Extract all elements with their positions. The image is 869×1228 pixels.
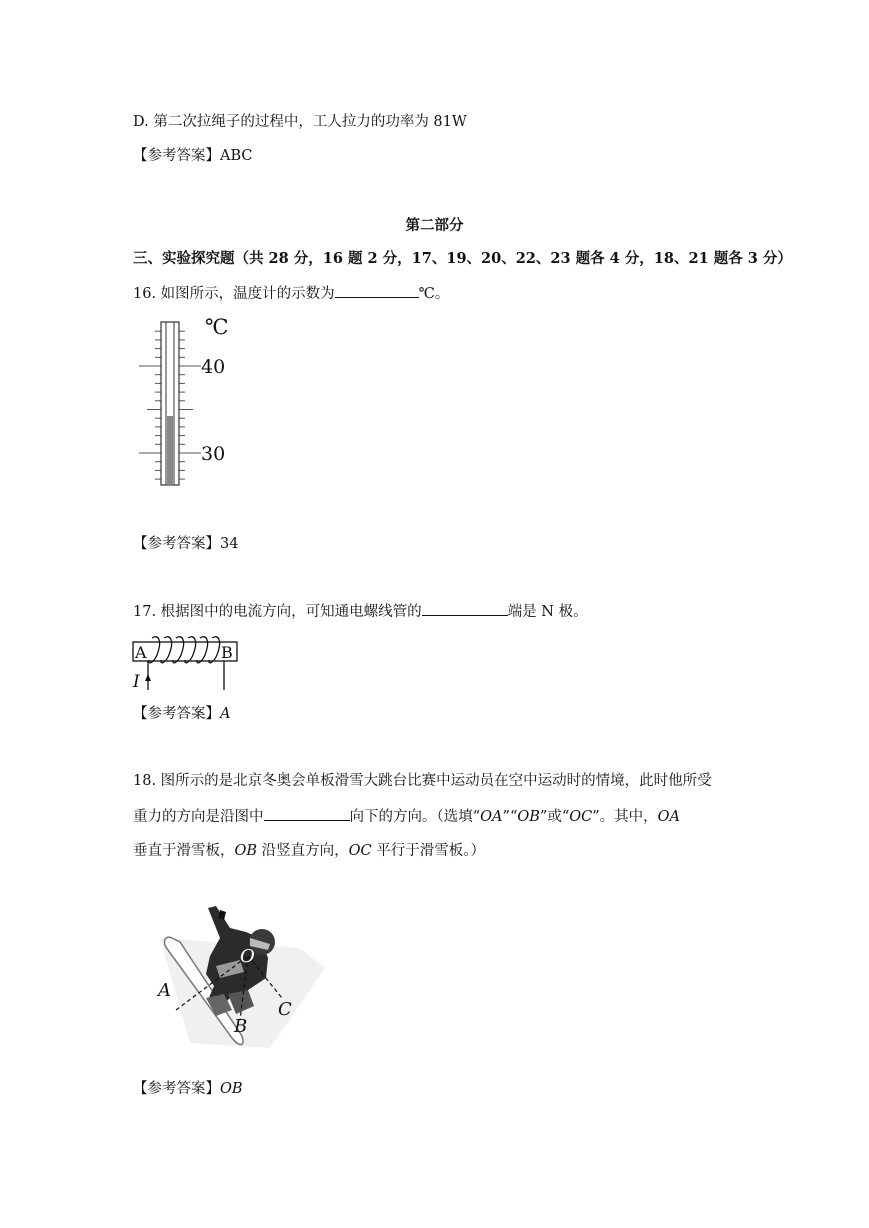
q17-stem-before: 17. 根据图中的电流方向，可知通电螺线管的: [133, 604, 422, 620]
q15-answer: [133, 146, 253, 166]
option-oc: OC: [569, 809, 593, 825]
unit-label: ℃: [205, 316, 229, 339]
current-arrow-icon: [145, 674, 151, 681]
q17-stem: [133, 601, 588, 622]
answer-value: ABC: [220, 148, 253, 164]
q18-answer: [133, 1079, 243, 1099]
answer-label: 【参考答案】: [133, 1081, 220, 1097]
q18-line2-before: 重力的方向是沿图中: [133, 809, 264, 825]
q16-stem: [133, 283, 449, 304]
point-o-label: O: [240, 946, 255, 967]
q18-line2-after: 向下的方向。（选填“: [349, 809, 481, 825]
section-heading: 三、实验探究题（共 28 分，16 题 2 分，17、19、20、22、23 题各 4 分，18、21 题各 3 分）: [133, 250, 792, 267]
q18-line3-b: 沿竖直方向，: [257, 843, 349, 859]
scale-label-40: 40: [201, 356, 226, 378]
separator: ”“: [502, 809, 518, 825]
end-b-label: B: [221, 643, 233, 662]
q17-answer: [133, 704, 230, 724]
option-oa: OA: [480, 809, 503, 825]
answer-value: OB: [220, 1081, 243, 1097]
answer-label: 【参考答案】: [133, 536, 220, 552]
answer-blank: [264, 806, 350, 821]
section-title: 第二部分: [405, 217, 464, 234]
point-b-label: B: [234, 1016, 248, 1037]
option-ob: OB: [517, 809, 540, 825]
q15-option-d: D. 第二次拉绳子的过程中，工人拉力的功率为 81W: [133, 114, 467, 130]
q18-line2-end: ”。其中，: [592, 809, 658, 825]
snowboarder-figure: [150, 898, 330, 1053]
answer-label: 【参考答案】: [133, 148, 220, 164]
term-oa: OA: [657, 809, 680, 825]
scale-label-30: 30: [201, 443, 226, 465]
q18-line3-c: 平行于滑雪板。）: [371, 843, 485, 859]
separator: ”或“: [539, 809, 570, 825]
q16-answer: [133, 534, 238, 554]
coil-turn: [149, 637, 160, 663]
answer-value: 34: [220, 536, 239, 552]
answer-value: A: [220, 706, 231, 722]
term-ob: OB: [234, 843, 258, 859]
coil-turn: [197, 637, 208, 663]
answer-blank: [335, 283, 419, 298]
q18-line3-a: 垂直于滑雪板，: [133, 843, 235, 859]
term-oc: OC: [348, 843, 372, 859]
current-label: I: [133, 672, 140, 692]
coil-windings: [149, 637, 220, 663]
end-a-label: A: [135, 643, 147, 662]
answer-blank: [422, 601, 508, 616]
coil-turn: [161, 637, 172, 663]
q18-line3: [133, 841, 485, 861]
q17-stem-after: 端是 N 极。: [507, 604, 588, 620]
q16-stem-before: 16. 如图所示，温度计的示数为: [133, 286, 335, 302]
coil-turn: [185, 637, 196, 663]
point-c-label: C: [278, 999, 292, 1020]
q18-line1: 18. 图所示的是北京冬奥会单板滑雪大跳台比赛中运动员在空中运动时的情境，此时他所受: [133, 773, 712, 789]
q16-stem-after: ℃。: [418, 286, 450, 302]
q18-line2: [133, 806, 680, 827]
coil-turn: [209, 637, 220, 663]
thermometer-figure: [133, 316, 243, 488]
mercury-column: [167, 416, 173, 485]
solenoid-figure: [130, 634, 245, 692]
coil-turn: [173, 637, 184, 663]
point-a-label: A: [158, 980, 171, 1001]
answer-label: 【参考答案】: [133, 706, 220, 722]
